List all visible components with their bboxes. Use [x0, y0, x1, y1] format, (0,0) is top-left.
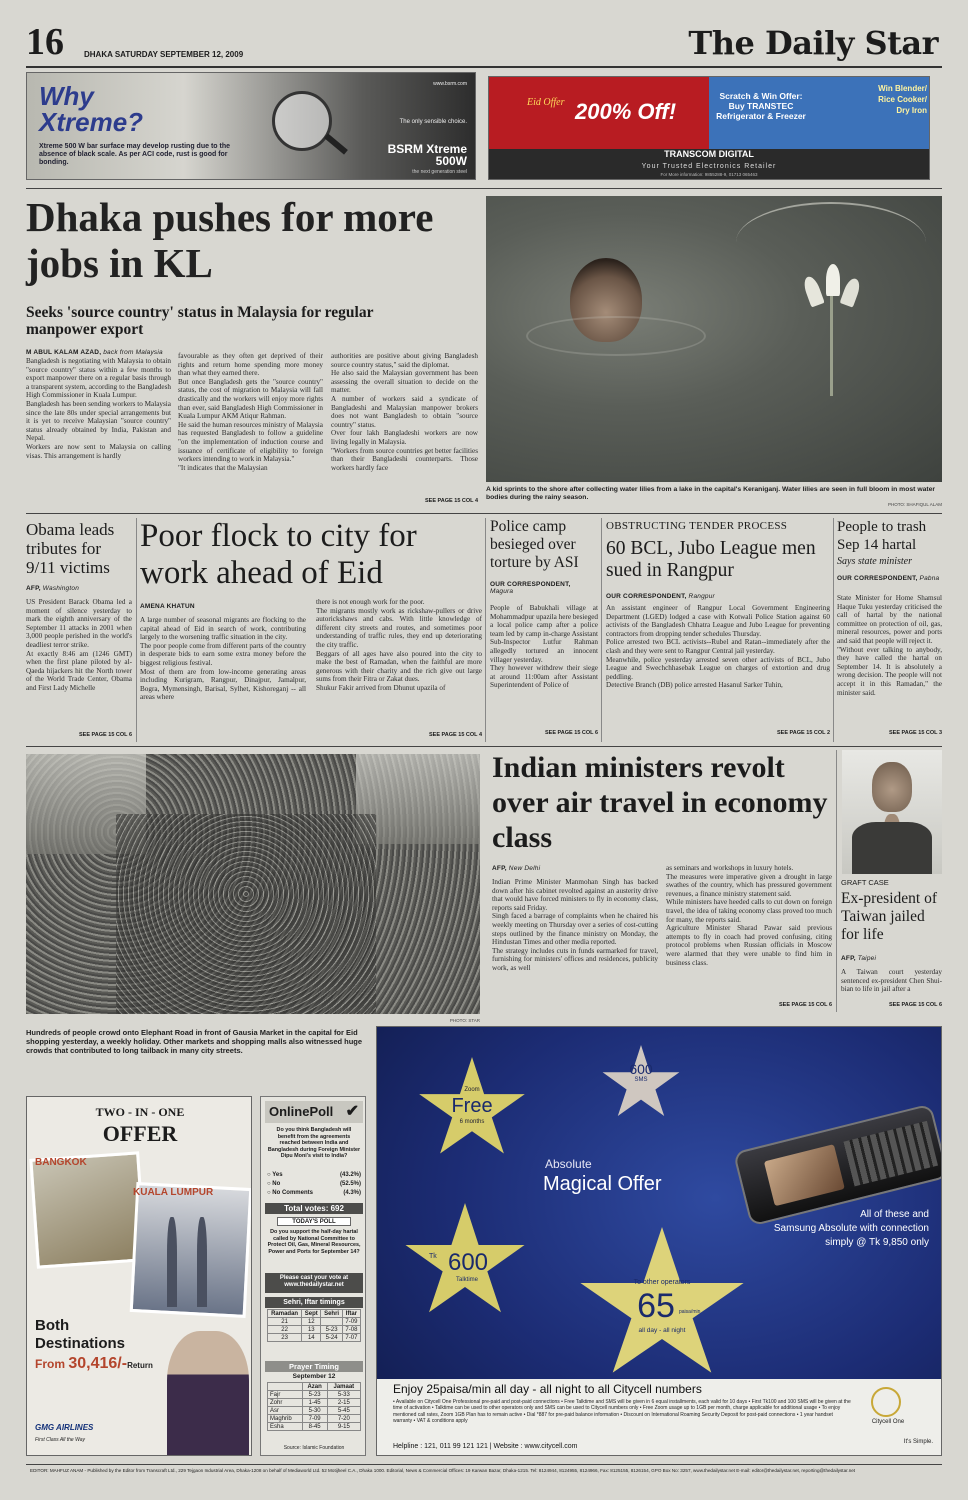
- section-rule-2: [26, 513, 942, 514]
- lead-subhead: Seeks 'source country' status in Malaysia for regular manpower export: [26, 304, 374, 338]
- chen-photo: [842, 750, 942, 874]
- obama-byline: AFP, Washington: [26, 585, 80, 592]
- taiwan-headline: Ex-president of Taiwan jailed for life: [841, 890, 937, 943]
- chen-face: [872, 762, 912, 812]
- sehri-table: Ramadan Sept Sehri Iftar 21 12 7-09 22 13 5-23 7-08 23 14 5-24 7-07: [267, 1309, 361, 1342]
- bcl-story: [606, 518, 830, 742]
- star-rate-main: 65: [637, 1287, 675, 1325]
- gmg-airlines-ad: [26, 1096, 252, 1456]
- obama-story: [26, 520, 132, 742]
- col-rule: [485, 518, 486, 742]
- indian-ministers-byline: AFP, New Delhi: [492, 865, 541, 872]
- crowd-photo-credit: PHOTO: STAR: [449, 1018, 480, 1023]
- samsung-connection: Samsung Absolute with connection: [773, 1223, 929, 1234]
- footer-imprint: EDITOR: MAHFUZ ANAM - Published by the Editor from Transcraft Ltd., 229 Tejgaon Industrial Area, Dhaka-1208 on behalf of Mediaworld Ltd. 52 Motijheel C.A., Dhaka 1000. Editorial, News & Commercial Offices: 19 Karwan Bazar, Dhaka-1215. Tel: 8124944, 8124955, 8124966, Fax: 8125155, 8126154, GPO Box No: 3257, www.thedailystar.net E-mail: editor@thedailystar.net, reporting@thedailystar.net: [30, 1468, 856, 1473]
- absolute-label: Absolute: [545, 1157, 592, 1171]
- star-rate-unit: paisa/min: [679, 1309, 701, 1315]
- citycell-logo-icon: [871, 1387, 901, 1417]
- star-sms-main: 600: [629, 1061, 653, 1077]
- lead-byline: M ABUL KALAM AZAD, back from Malaysia: [26, 349, 163, 356]
- magnifier-icon: [272, 91, 332, 151]
- gmg-offer-2: OFFER: [102, 1121, 178, 1146]
- crowd-photo: [26, 754, 480, 1014]
- taiwan-continued: SEE PAGE 15 COL 6: [889, 1002, 942, 1008]
- ad-body: Xtreme 500 W bar surface may develop rusting due to the absence of black scale. As per ACI code, rust is good for bonding.: [39, 143, 230, 166]
- hartal-story: [837, 518, 942, 742]
- hartal-subhead: Says state minister: [837, 556, 912, 567]
- poor-flock-col-1: A large number of seasonal migrants are flocking to the capital ahead of Eid in search of work, contributing largely to the worsening traffic situation in the city. The poor people come from different parts of the country in desperate bids to earn some extra money before the biggest religious festival. Most of them are from low-income generating areas including Kurigram, Rangpur, Dinajpur, Jamalpur, Bogra, Mymensingh, Barisal, Sylhet, Kishoreganj -- all areas where: [140, 616, 306, 702]
- scratch-win: Scratch & Win Offer: Buy TRANSTEC Refrigerator & Freezer: [716, 91, 806, 121]
- poll-options: [267, 1171, 361, 1198]
- all-these: All of these and: [860, 1209, 929, 1220]
- bsrm-ad: [26, 72, 476, 180]
- checkmark-icon: ✔: [345, 1103, 359, 1120]
- masthead: [26, 22, 942, 72]
- poll-option[interactable]: ○ No (52.5%): [267, 1181, 361, 1187]
- gmg-city-1: BANGKOK: [35, 1157, 87, 1168]
- col-rule: [136, 518, 137, 742]
- todays-poll-question: Do you support the half-day hartal called by National Committee to Protect Oil, Gas, Mineral Resources, Power and Ports for September 14?: [267, 1229, 361, 1255]
- citycell-slogan: It's Simple.: [903, 1439, 933, 1445]
- price-simply: simply @ Tk 9,850 only: [825, 1237, 929, 1248]
- poll-cast[interactable]: Please cast your vote at www.thedailystar.net: [265, 1273, 363, 1293]
- poll-title: OnlinePoll ✔: [265, 1101, 363, 1123]
- poor-flock-col-2: there is not enough work for the poor. The migrants mostly work as rickshaw-pullers or drive autorickshaws and cabs. With little knowledge of different city streets and routes, and sometimes poor understanding of traffic rules, they end up deteriorating the city traffic. Beggars of all ages have also poured into the city to make the best of Ramadan, when the faithful are more generous with their charity and the rich give out large sums from their Fitra or Zakat dues. Shukur Fakir arrived from Dhunut upazila of: [316, 598, 482, 692]
- bcl-continued: SEE PAGE 15 COL 2: [777, 730, 830, 736]
- police-camp-byline: OUR CORRESPONDENT, Magura: [490, 581, 571, 595]
- hartal-text: State Minister for Home Shamsul Haque Tuku yesterday criticised the call of hartal by the national committee on protection of oil, gas, mineral resources, power and ports and said that people will reject it. "Without ever talking to anybody, they have called the hartal on September 14. It is absolutely a wrong decision. The people will not accept it in this Ramadan," the minister said.: [837, 594, 942, 697]
- ad-brand: BSRM Xtreme 500W: [387, 142, 467, 168]
- taiwan-kicker: GRAFT CASE: [841, 878, 889, 887]
- hartal-continued: SEE PAGE 15 COL 3: [889, 730, 942, 736]
- bangkok-postcard: [29, 1151, 146, 1268]
- win-prizes: Win Blender/ Rice Cooker/ Dry Iron: [878, 84, 927, 115]
- lead-continued: SEE PAGE 15 COL 4: [425, 498, 478, 504]
- indian-ministers-col-2: as seminars and workshops in luxury hotels. The measures were imperative given a drought in large swathes of the country, which has pressured government revenues, a finance ministry statement said. While ministers have heeded calls to cut down on foreign travel, the idea of taking economy class proved too much for many, the reports said. Agriculture Minister Sharad Pawar said previous attempts to fly in coach had proved confusing, citing protocol problems when Russian officials in Moscow were alarmed that they were unable to find him in business class.: [666, 864, 832, 967]
- eid-offer: Eid Offer: [527, 97, 565, 108]
- bcl-kicker: OBSTRUCTING TENDER PROCESS: [606, 520, 788, 532]
- star-free-sub: 6 months: [459, 1119, 485, 1125]
- gmg-price-line: From 30,416/-Return: [35, 1355, 153, 1372]
- lead-story: [26, 194, 478, 508]
- taiwan-text: A Taiwan court yesterday sentenced ex-president Chen Shui-bian to life in jail after a: [841, 968, 942, 994]
- lead-headline: Dhaka pushes for more jobs in KL: [26, 194, 434, 286]
- poor-flock-story: [140, 518, 482, 742]
- obama-headline: Obama leads tributes for 9/11 victims: [26, 520, 115, 577]
- water-lily-photo: [486, 196, 942, 482]
- citycell-brand: Citycell One: [871, 1419, 905, 1425]
- indian-ministers-headline: Indian ministers revolt over air travel in economy class: [492, 751, 828, 854]
- transcom-ad: [488, 76, 930, 180]
- citycell-ad: [376, 1026, 942, 1456]
- lead-col-1: Bangladesh is negotiating with Malaysia to obtain "source country" status within a few months to export manpower there on a regular basis through a transparent system, according to the Bangladesh High Commissioner in Kuala Lumpur. Bangladesh has been sending workers to Malaysia since the late 80s under special arrangements but it is yet to receive Malaysian "source country" status already obtained by India, Pakistan and Nepal. Workers are now sent to Malaysia on calling visas. This arrangement is hardly: [26, 357, 171, 460]
- taiwan-byline: AFP, Taipei: [841, 955, 877, 962]
- lily-stems: [736, 202, 926, 282]
- masthead-rule: [26, 66, 942, 68]
- online-poll: [260, 1096, 366, 1456]
- footer-rule: [26, 1464, 942, 1465]
- indian-ministers-col-1: Indian Prime Minister Manmohan Singh has backed down after his cabinet revolted against an austerity drive that would have forced ministers to fly in economy class, reports said Friday. Singh faced a barrage of complaints when he chaired his weekly meeting on Thursday over a series of cost-cutting steps outlined by the finance ministry on Monday, the Hindustan Times and other media reported. The strategy includes cuts in funds earmarked for travel, furnishing for ministers' offices and residences, publicity work, as well: [492, 878, 658, 972]
- petronas-tower-2: [197, 1217, 207, 1307]
- phone-keypad: [843, 1121, 938, 1186]
- indian-ministers-story: [490, 750, 832, 1012]
- water-lily-caption: A kid sprints to the shore after collecting water lilies from a lake in the capital's Keraniganj. Water lilies are seen in full bloom in most water bodies during the rainy season.: [486, 486, 936, 501]
- section-rule-1: [26, 188, 942, 189]
- poll-question: Do you think Bangladesh will benefit from the agreements reached between India and Bangladesh during Foreign Minister Dipu Moni's visit to India?: [267, 1127, 361, 1159]
- bcl-headline: 60 BCL, Jubo League men sued in Rangpur: [606, 538, 816, 581]
- star-free-top: Zoom: [464, 1087, 480, 1093]
- hartal-byline: OUR CORRESPONDENT, Pabna: [837, 575, 940, 582]
- crowd-street: [116, 814, 376, 1014]
- indian-ministers-continued: SEE PAGE 15 COL 6: [779, 1002, 832, 1008]
- water-lily-credit: PHOTO: SHAFIQUL ALAM: [887, 502, 942, 507]
- police-camp-text: People of Babukhali village at Mohammadpur upazila here besieged a local police camp after a police team led by camp in-charge Assistant Sub-Inspector Lutfur Rahman allegedly tortured an innocent villager yesterday. They however withdrew their siege at around 11:00am after Assistant Superintendent of Police of: [490, 604, 598, 690]
- police-camp-story: [490, 518, 598, 742]
- offer-percent: 200% Off!: [575, 99, 677, 124]
- magical-offer: Magical Offer: [543, 1173, 662, 1195]
- gmg-tagline: First Class All the Way: [35, 1437, 86, 1443]
- ad-info: For More information: 9855288-9, 01713 065463: [660, 172, 758, 177]
- phone-screen: [764, 1144, 845, 1206]
- obama-text: US President Barack Obama led a moment of silence yesterday to mark the eighth anniversary of the September 11 attacks in 2001 when 3,000 people perished in the world's deadliest terror strike. At exactly 8:46 am (1246 GMT) when the first plane piloted by al-Qaeda hijackers hit the North tower of the World Trade Center, Obama and First Lady Michelle: [26, 598, 132, 692]
- col-rule: [836, 750, 837, 1012]
- dateline: DHAKA SATURDAY SEPTEMBER 12, 2009: [84, 50, 244, 59]
- ad-url: www.bsrm.com: [433, 81, 467, 87]
- col-rule: [833, 518, 834, 742]
- prayer-table: Azan Jamaat Fajr 5-23 5-33 Zohr 1-45 2-15 Asr 5-30 5-45 Maghrib 7-09 7-20 Esha 8-45 9-15: [267, 1382, 361, 1431]
- magnifier-handle: [324, 133, 348, 154]
- gmg-offer-1: TWO - IN - ONE: [95, 1105, 185, 1119]
- star-talktime-main: 600: [447, 1249, 489, 1276]
- gmg-both: Both Destinations: [35, 1317, 126, 1352]
- gmg-city-2: KUALA LUMPUR: [133, 1187, 214, 1198]
- ad-headline: Why Xtreme?: [39, 81, 144, 137]
- page-number: 16: [26, 21, 64, 63]
- star-rate-sub: all day - all night: [638, 1327, 686, 1334]
- crowd-photo-caption: Hundreds of people crowd onto Elephant Road in front of Gausia Market in the capital for Eid shopping yesterday, a weekly holiday. Other markets and shopping malls also witnessed huge crowds that contributed to long tailback in many city streets.: [26, 1028, 363, 1055]
- prayer-source: Source: Islamic Foundation: [283, 1445, 345, 1451]
- star-sms: [601, 1045, 681, 1123]
- todays-poll-label: TODAY'S POLL: [277, 1217, 351, 1226]
- star-rate-top: To other operators: [633, 1279, 691, 1286]
- hartal-headline: People to trash Sep 14 hartal: [837, 519, 927, 553]
- ad-tagline: The only sensible choice.: [399, 119, 467, 125]
- bcl-text: An assistant engineer of Rangpur Local Government Engineering Department (LGED) lodged a case with Kotwali Police Station against 60 activists of the Bangladesh Chhatra League and Jubo League for preventing contractors from dropping tender schedules Thursday. Police arrested two BCL activists--Rubel and Ratan--immediately after the clash and they were sent to Rangpur Central jail yesterday. Meanwhile, police yesterday arrested seven other activists of BCL, Jubo League and Swechchhasebak League on charges of extortion and drug peddling. Detective Branch (DB) police arrested Hasanul Sarker Tuhin,: [606, 604, 830, 690]
- police-camp-continued: SEE PAGE 15 COL 6: [545, 730, 598, 736]
- police-camp-headline: Police camp besieged over torture by ASI: [490, 518, 579, 571]
- chen-shirt: [852, 822, 932, 874]
- poor-flock-byline: AMENA KHATUN: [140, 603, 195, 610]
- section-rule-3: [26, 746, 942, 747]
- col-rule: [601, 518, 602, 742]
- gmg-brand: GMG AIRLINES: [35, 1423, 94, 1432]
- bcl-byline: OUR CORRESPONDENT, Rangpur: [606, 593, 715, 600]
- citycell-helpline: Helpline : 121, 011 99 121 121 | Website : www.citycell.com: [393, 1443, 578, 1450]
- poll-total: Total votes: 692: [265, 1203, 363, 1214]
- petronas-tower-1: [167, 1217, 177, 1307]
- kl-postcard: [130, 1182, 252, 1318]
- paper-name: The Daily Star: [688, 24, 938, 62]
- lead-col-2: favourable as they often get deprived of their rights and return home spending more money than what they earned there. But once Bangladesh gets the "source country" status, the cost of migration to Malaysia will fall drastically and the workers will enjoy more rights than ever, said Bangladesh High Commissioner in Kuala Lumpur AKM Atiqur Rahman. He said the human resources ministry of Malaysia has requested Bangladesh to follow a guideline "on the implementation of induction course and issuance of certificate of eligibility to foreign workers intending to work in Malaysia." "It indicates that the Malaysian: [178, 352, 323, 472]
- star-talktime-sub: Talktime: [455, 1277, 478, 1283]
- stewardess: [167, 1331, 249, 1455]
- poor-flock-continued: SEE PAGE 15 COL 4: [429, 732, 482, 738]
- poor-flock-headline: Poor flock to city for work ahead of Eid: [140, 518, 417, 591]
- poll-option[interactable]: ○ No Comments (4.3%): [267, 1190, 361, 1196]
- ad-brand-sub: the next generation steel: [412, 169, 467, 175]
- prayer-date: September 12: [292, 1373, 336, 1380]
- sehri-title: Sehri, Iftar timings: [265, 1297, 363, 1308]
- poll-option[interactable]: ○ Yes (43.2%): [267, 1172, 361, 1178]
- taiwan-story: [841, 878, 942, 1012]
- citycell-bullets: • Available on Citycell One Professional pre-paid and post-paid connections • Free Talktime and SMS will be given in 6 equal installments, each valid for 10 days • First Tk100 and 100 SMS will be given at the time of activation • Talktime can be used to other operators only and SMS can be used to Citycell numbers only • Free Zoom usage up to 1GB per month, charge applicable for additional usage • To enjoy mentioned call rates, Zoom 1GB Plan has to remain active • Dial *887 for pre-paid balance information • Discount on International Roaming Security Deposit for post-paid connections • 1 year handset warranty • VAT & conditions apply: [393, 1399, 851, 1424]
- prayer-title: Prayer Timing: [265, 1361, 363, 1372]
- obama-continued: SEE PAGE 15 COL 6: [79, 732, 132, 738]
- star-talktime-prefix: Tk: [429, 1253, 437, 1260]
- water-ripple: [526, 316, 706, 356]
- lead-col-3: authorities are positive about giving Bangladesh source country status," said the diplomat. He also said the Malaysian government has been assessing the overall situation to decide on the matter. A number of workers said a syndicate of Bangladeshi and Malaysian manpower brokers does not want Bangladesh to obtain "source country" status. Over four lakh Bangladeshi workers are now living legally in Malaysia. "Workers from source countries get better facilities than their Bangladeshi counterparts. Those workers hardly face: [331, 352, 478, 472]
- citycell-info-box: [377, 1379, 942, 1456]
- ad-retailer: Your Trusted Electronics Retailer: [641, 163, 777, 170]
- star-free-main: Free: [451, 1095, 493, 1117]
- star-sms-sub: SMS: [634, 1077, 648, 1083]
- ad-brand: TRANSCOM DIGITAL: [664, 149, 754, 159]
- enjoy-rate: Enjoy 25paisa/min all day - all night to all Citycell numbers: [393, 1382, 702, 1396]
